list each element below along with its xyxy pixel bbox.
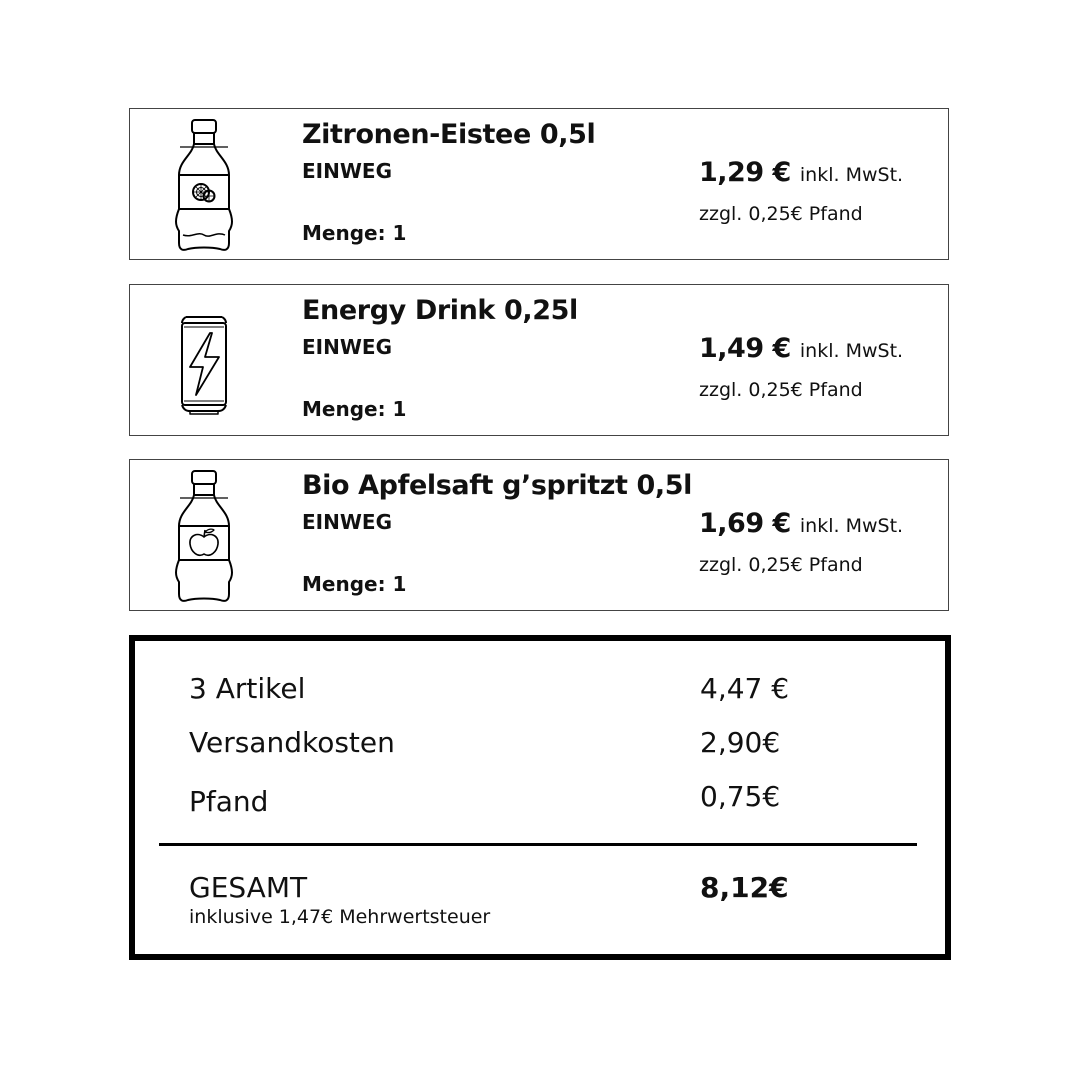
apple-bottle-icon [174, 468, 234, 604]
summary-divider [159, 843, 917, 846]
tax-note: inkl. MwSt. [799, 340, 904, 362]
product-type: EINWEG [302, 159, 392, 183]
product-price: 1,49 € [699, 333, 791, 364]
deposit-note: zzgl. 0,25€ Pfand [699, 554, 863, 576]
price-line [699, 157, 903, 188]
energy-can-icon [174, 293, 234, 429]
product-name: Zitronen-Eistee 0,5l [302, 119, 596, 150]
product-name: Energy Drink 0,25l [302, 295, 578, 326]
tax-note: inkl. MwSt. [799, 515, 904, 537]
price-line [699, 508, 903, 539]
product-quantity: Menge: 1 [302, 397, 407, 421]
articles-label: 3 Artikel [189, 672, 306, 705]
deposit-value: 0,75€ [700, 780, 781, 813]
product-type: EINWEG [302, 335, 392, 359]
total-label: GESAMT [189, 871, 308, 904]
articles-value: 4,47 € [700, 672, 790, 705]
total-value: 8,12€ [700, 871, 789, 904]
shipping-value: 2,90€ [700, 726, 781, 759]
order-summary [129, 635, 951, 960]
tax-note: inkl. MwSt. [799, 164, 904, 186]
product-quantity: Menge: 1 [302, 221, 407, 245]
product-quantity: Menge: 1 [302, 572, 407, 596]
cart-item [129, 108, 949, 260]
cart-item [129, 459, 949, 611]
deposit-label: Pfand [189, 785, 269, 818]
product-type: EINWEG [302, 510, 392, 534]
shipping-label: Versandkosten [189, 726, 395, 759]
product-price: 1,29 € [699, 157, 791, 188]
product-price: 1,69 € [699, 508, 791, 539]
price-line [699, 333, 903, 364]
vat-note: inklusive 1,47€ Mehrwertsteuer [189, 906, 491, 928]
lemon-bottle-icon [174, 117, 234, 253]
cart-item [129, 284, 949, 436]
deposit-note: zzgl. 0,25€ Pfand [699, 379, 863, 401]
deposit-note: zzgl. 0,25€ Pfand [699, 203, 863, 225]
product-name: Bio Apfelsaft g’spritzt 0,5l [302, 470, 693, 501]
